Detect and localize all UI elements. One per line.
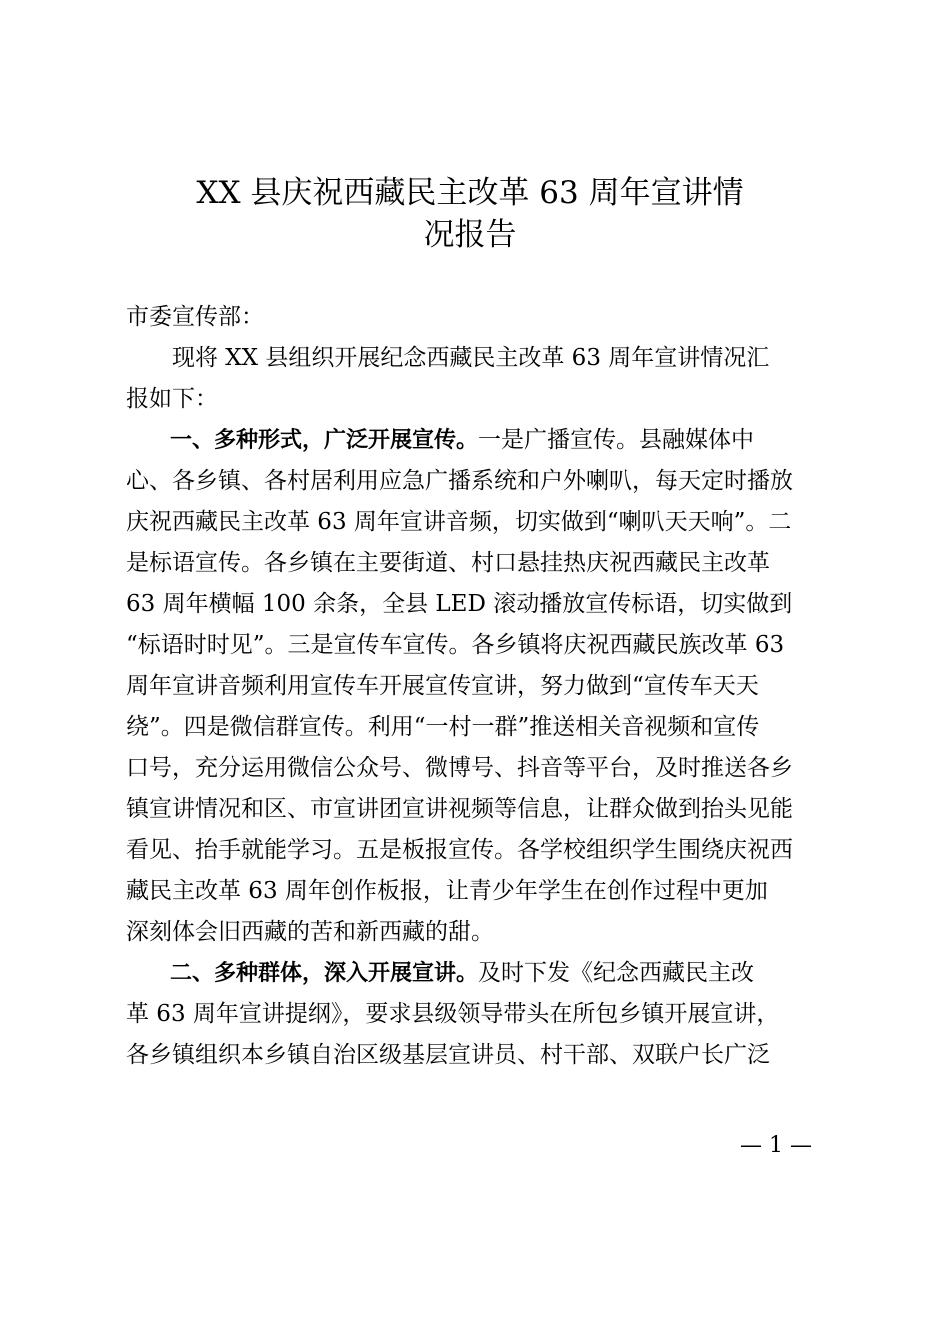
document-title-line-1: XX 县庆祝西藏民主改革 63 周年宣讲情	[196, 175, 744, 211]
intro-line: 报如下：	[126, 386, 218, 412]
document-title-line-2: 况报告	[423, 217, 517, 253]
section-1-line: 镇宣讲情况和区、市宣讲团宣讲视频等信息，让群众做到抬头见能	[126, 796, 793, 822]
section-1-first-line	[126, 425, 754, 456]
section-1-line: 深刻体会旧西藏的苦和新西藏的甜。	[126, 919, 494, 945]
salutation: 市委宣传部：	[126, 304, 264, 330]
section-2-line: 各乡镇组织本乡镇自治区级基层宣讲员、村干部、双联户长广泛	[126, 1042, 770, 1068]
section-1-line: 绕”。四是微信群宣传。利用“一村一群”推送相关音视频和宣传	[126, 714, 760, 740]
section-2-heading: 二、多种群体，深入开展宣讲。	[126, 961, 479, 986]
section-2-first-line-text: 及时下发《纪念西藏民主改	[478, 960, 755, 986]
section-1-line: 看见、抬手就能学习。五是板报宣传。各学校组织学生围绕庆祝西	[126, 837, 793, 863]
section-1-line: 庆祝西藏民主改革 63 周年宣讲音频，切实做到“喇叭天天响”。二	[126, 509, 792, 535]
section-1-line: 口号，充分运用微信公众号、微博号、抖音等平台，及时推送各乡	[126, 755, 793, 781]
section-1-line: 心、各乡镇、各村居利用应急广播系统和户外喇叭，每天定时播放	[126, 468, 793, 494]
section-1-first-line-text: 一是广播宣传。县融媒体中	[478, 427, 755, 453]
section-1-line: 周年宣讲音频利用宣传车开展宣传宣讲，努力做到“宣传车天天	[126, 673, 759, 699]
section-1-line: “标语时时见”。三是宣传车宣传。各乡镇将庆祝西藏民族改革 63	[126, 632, 785, 658]
section-1-heading: 一、多种形式，广泛开展宣传。	[126, 428, 479, 453]
page-number: — 1 —	[740, 1133, 812, 1158]
section-2-line: 革 63 周年宣讲提纲》，要求县级领导带头在所包乡镇开展宣讲，	[126, 1001, 780, 1027]
section-1-line: 是标语宣传。各乡镇在主要街道、村口悬挂热庆祝西藏民主改革	[126, 550, 770, 576]
intro-line: 现将 XX 县组织开展纪念西藏民主改革 63 周年宣讲情况汇	[126, 345, 770, 371]
section-1-line: 63 周年横幅 100 余条，全县 LED 滚动播放宣传标语，切实做到	[126, 591, 793, 617]
section-1-line: 藏民主改革 63 周年创作板报，让青少年学生在创作过程中更加	[126, 878, 768, 904]
section-2-first-line	[126, 958, 754, 989]
